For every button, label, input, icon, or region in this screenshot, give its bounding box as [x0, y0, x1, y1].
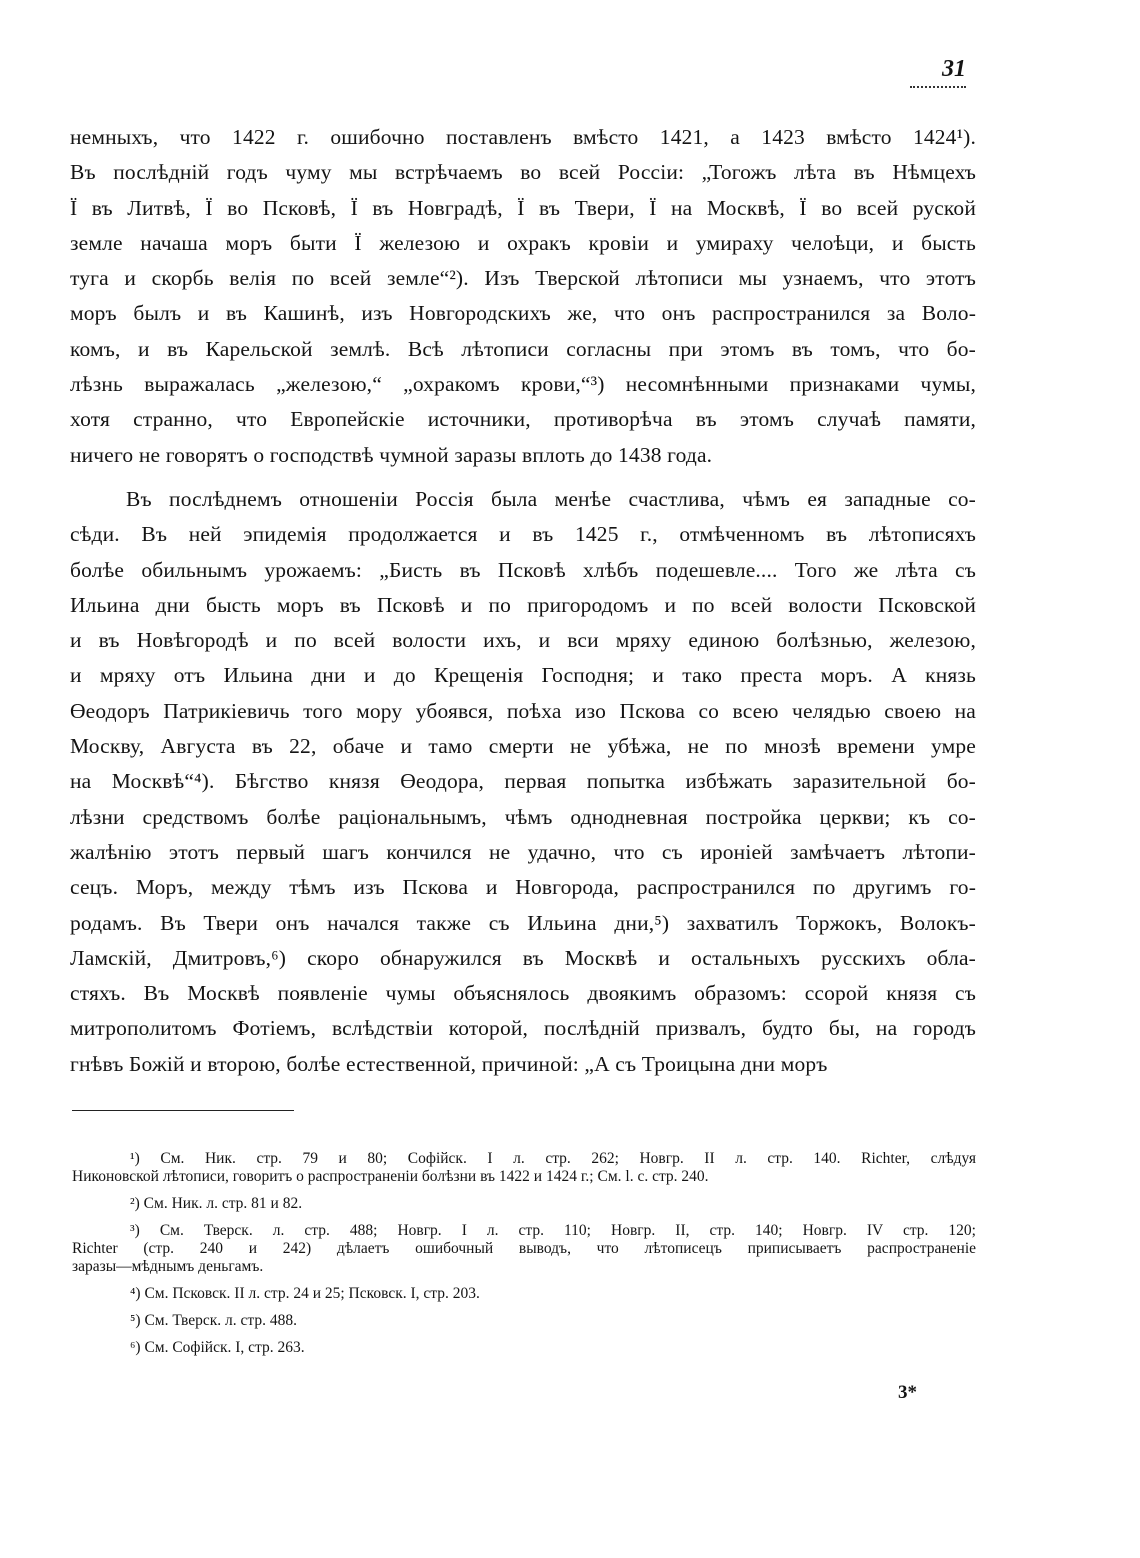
text-line: сѣди. Въ ней эпидемія продолжается и въ 1425 г., отмѣченномъ въ лѣтописяхъ [70, 522, 976, 547]
footnote [72, 1339, 976, 1357]
footnote-line: Никоновской лѣтописи, говоритъ о распространеніи болѣзни въ 1422 и 1424 г.; См. l. c. стр. 240. [72, 1168, 709, 1185]
text-line: гнѣвъ Божій и второю, болѣе естественной, причиной: „А съ Троицына дни моръ [70, 1051, 828, 1076]
text-line: хотя странно, что Европейскіе источники, противорѣча въ этомъ случаѣ памяти, [70, 407, 976, 432]
text-line: туга и скорбь велія по всей земле“²). Изъ Тверской лѣтописи мы узнаемъ, что этотъ [70, 266, 976, 291]
footnote-line: ¹) См. Ник. стр. 79 и 80; Софійск. I л. стр. 262; Новгр. II л. стр. 140. Richter, слѣдуя [130, 1150, 976, 1167]
text-line: Ї въ Литвѣ, Ї во Псковѣ, Ї въ Новградѣ, Ї въ Твери, Ї на Москвѣ, Ї во всей руской [70, 195, 976, 220]
text-line: родамъ. Въ Твери онъ начался также съ Ильина дни,⁵) захватилъ Торжокъ, Волокъ- [70, 910, 976, 935]
footnote-line: ²) См. Ник. л. стр. 81 и 82. [130, 1195, 303, 1212]
footnote [72, 1195, 976, 1213]
footnote [72, 1150, 976, 1186]
footnote [72, 1312, 976, 1330]
paragraph-2 [70, 482, 976, 1082]
footnote [72, 1285, 976, 1303]
text-line: митрополитомъ Фотіемъ, вслѣдствіи которой, послѣдній призвалъ, будто бы, на городъ [70, 1016, 976, 1041]
footnote-line: ³) См. Тверск. л. стр. 488; Новгр. I л. стр. 110; Новгр. II, стр. 140; Новгр. IV стр. 120; [130, 1222, 976, 1239]
text-line: лѣзни средствомъ болѣе раціональнымъ, чѣмъ однодневная постройка церкви; къ со- [70, 804, 976, 829]
signature-mark: 3* [898, 1382, 917, 1403]
text-line: и мряху отъ Ильина дни и до Крещенія Господня; и тако преста моръ. А князь [70, 663, 976, 688]
text-line: ничего не говорятъ о господствѣ чумной заразы вплоть до 1438 года. [70, 442, 713, 467]
text-line: Москву, Августа въ 22, обаче и тамо смерти не убѣжа, не по мнозѣ времени умре [70, 734, 976, 759]
footnote-line: ⁵) См. Тверск. л. стр. 488. [130, 1312, 298, 1329]
footnote-gap [72, 1303, 976, 1312]
text-line: болѣе обильнымъ урожаемъ: „Бисть въ Псковѣ хлѣбъ подешевле.... Того же лѣта съ [70, 557, 976, 582]
footnote-gap [72, 1330, 976, 1339]
footnote-line: ⁴) См. Псковск. II л. стр. 24 и 25; Псковск. I, стр. 203. [130, 1285, 480, 1302]
text-line: Өеодоръ Патрикіевичь того мору убоявся, поѣха изо Пскова со всею челядью своею на [70, 698, 976, 723]
footnote-gap [72, 1186, 976, 1195]
footnote-line: ⁶) См. Софійск. I, стр. 263. [130, 1339, 305, 1356]
footnote [72, 1222, 976, 1276]
paragraph-1 [70, 120, 976, 473]
text-line: комъ, и въ Карельской землѣ. Всѣ лѣтописи согласны при этомъ въ томъ, что бо- [70, 336, 976, 361]
text-line: жалѣнію этотъ первый шагъ кончился не удачно, что съ ироніей замѣчаетъ лѣтопи- [70, 839, 976, 864]
text-line: Ламскій, Дмитровъ,⁶) скоро обнаружился въ Москвѣ и остальныхъ русскихъ обла- [70, 945, 976, 970]
text-line: стяхъ. Въ Москвѣ появленіе чумы объяснялось двоякимъ образомъ: ссорой князя съ [70, 981, 976, 1006]
text-line: немныхъ, что 1422 г. ошибочно поставленъ вмѣсто 1421, а 1423 вмѣсто 1424¹). [70, 125, 976, 149]
text-line: лѣзнь выражалась „железою,“ „охракомъ крови,“³) несомнѣнными признаками чумы, [70, 372, 976, 397]
footnotes [72, 1150, 976, 1357]
text-line: на Москвѣ“⁴). Бѣгство князя Өеодора, первая попытка избѣжать заразительной бо- [70, 769, 976, 794]
text-line: сецъ. Моръ, между тѣмъ изъ Пскова и Новгорода, распространился по другимъ го- [70, 875, 976, 900]
footnote-line: заразы—мѣднымъ деньгамъ. [72, 1258, 264, 1275]
footnote-gap [72, 1213, 976, 1222]
text-line: Въ послѣдній годъ чуму мы встрѣчаемъ во всей Россіи: „Тогожъ лѣта въ Нѣмцехъ [70, 160, 976, 185]
text-line: и въ Новѣгородѣ и по всей волости ихъ, и вси мряху единою болѣзнью, железою, [70, 628, 976, 653]
text-line: моръ былъ и въ Кашинѣ, изъ Новгородскихъ же, что онъ распространился за Воло- [70, 301, 976, 326]
footnote-gap [72, 1276, 976, 1285]
text-line: Въ послѣднемъ отношеніи Россія была менѣе счастлива, чѣмъ ея западные со- [126, 487, 976, 511]
page-number: 31 [942, 56, 966, 82]
text-line: Ильина дни бысть моръ въ Псковѣ и по пригородомъ и по всей волости Псковской [70, 592, 976, 617]
footnote-separator [72, 1110, 294, 1111]
page-number-underline [910, 86, 966, 88]
footnote-line: Richter (стр. 240 и 242) дѣлаетъ ошибочный выводъ, что лѣтописецъ приписываетъ распространеніе [72, 1240, 976, 1257]
text-line: земле начаша моръ быти Ї железою и охракъ кровіи и умираху челоѣци, и бысть [70, 230, 976, 255]
